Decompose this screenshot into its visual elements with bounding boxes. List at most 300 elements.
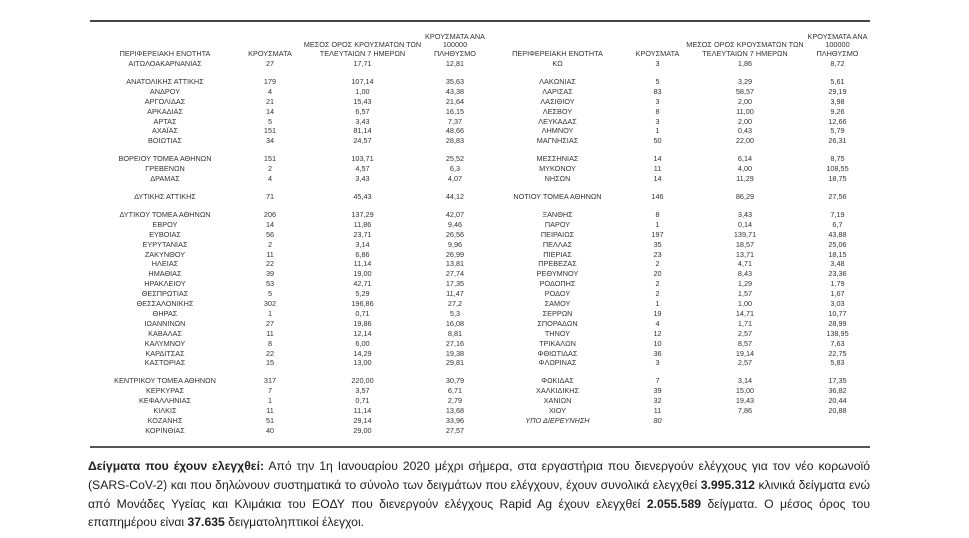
- column-header-per-100k: ΚΡΟΥΣΜΑΤΑ ΑΝΑ 100000 ΠΛΗΘΥΣΜΟ: [425, 31, 485, 58]
- cell-per-100k: 21,64: [445, 96, 465, 106]
- cell-cases: 20: [653, 269, 662, 279]
- cell-per-100k: 5,3: [449, 308, 461, 318]
- rapid-samples-count: 2.055.589: [646, 496, 702, 511]
- cell-per-100k: 11,47: [446, 289, 464, 299]
- cell-region: ΚΟΡΙΝΘΙΑΣ: [145, 425, 185, 435]
- cell-avg-7-days: 14,71: [735, 308, 755, 318]
- cell-per-100k: 25,06: [828, 239, 847, 249]
- cell-cases: 151: [263, 154, 277, 164]
- column-header-cases: ΚΡΟΥΣΜΑΤΑ: [635, 48, 680, 58]
- table-row: [90, 240, 870, 250]
- cell-per-100k: 19,38: [445, 348, 465, 358]
- cell-cases: 7: [267, 386, 273, 396]
- column-header-avg-7-days: ΜΕΣΟΣ ΟΡΟΣ ΚΡΟΥΣΜΑΤΩΝ ΤΩΝ ΤΕΛΕΥΤΑΙΩΝ 7 ΗΜΕΡΩΝ: [686, 40, 804, 58]
- cell-avg-7-days: 1,00: [737, 299, 753, 309]
- cell-per-100k: 29,19: [828, 86, 847, 96]
- cell-avg-7-days: 19,43: [735, 396, 755, 406]
- cell-avg-7-days: 2,00: [737, 116, 753, 126]
- cell-cases: 179: [263, 76, 277, 86]
- cell-region: ΣΕΡΡΩΝ: [542, 308, 573, 318]
- cell-per-100k: 7,37: [447, 116, 463, 126]
- cell-region: ΚΑΛΥΜΝΟΥ: [144, 338, 186, 348]
- cell-per-100k: 12,66: [828, 116, 847, 126]
- table-row: [90, 396, 870, 406]
- table-row: [90, 386, 870, 396]
- cell-region: ΤΡΙΚΑΛΩΝ: [539, 338, 576, 348]
- cell-avg-7-days: 1,71: [737, 318, 753, 328]
- cell-per-100k: 18,15: [828, 249, 847, 259]
- cell-region: ΗΡΑΚΛΕΙΟΥ: [144, 279, 186, 289]
- cell-avg-7-days: 0,71: [355, 396, 370, 406]
- cell-cases: 50: [653, 136, 662, 146]
- cell-avg-7-days: 1,86: [737, 59, 753, 68]
- cell-per-100k: 8,72: [830, 59, 845, 68]
- cell-avg-7-days: 8,57: [737, 338, 753, 348]
- cell-region: ΥΠΟ ΔΙΕΡΕΥΝΗΣΗ: [525, 416, 590, 425]
- samples-tested-paragraph: [88, 457, 870, 532]
- cell-region: ΚΕΡΚΥΡΑΣ: [145, 386, 185, 396]
- table-row: [90, 230, 870, 240]
- cell-avg-7-days: 3,14: [355, 239, 370, 249]
- table-row: [90, 117, 870, 127]
- table-row: [90, 299, 870, 309]
- cell-avg-7-days: 15,43: [353, 96, 372, 106]
- cell-per-100k: 48,66: [445, 126, 465, 136]
- cell-cases: 4: [267, 174, 273, 184]
- cell-region: ΦΩΚΙΔΑΣ: [541, 376, 574, 386]
- cell-cases: 206: [263, 209, 277, 219]
- cell-cases: 8: [655, 209, 660, 219]
- cell-avg-7-days: 42,71: [353, 279, 372, 289]
- cell-cases: 11: [653, 164, 662, 174]
- cell-region: ΚΑΣΤΟΡΙΑΣ: [144, 358, 186, 368]
- cell-avg-7-days: 29,14: [353, 416, 372, 425]
- cell-cases: 83: [653, 86, 662, 96]
- cell-region: ΛΗΜΝΟΥ: [541, 126, 574, 136]
- cell-region: ΔΥΤΙΚΗΣ ΑΤΤΙΚΗΣ: [134, 191, 196, 201]
- cell-per-100k: 3,48: [830, 259, 845, 269]
- cell-per-100k: 30,79: [445, 376, 465, 386]
- spacer-cell: [90, 202, 870, 210]
- cell-per-100k: 28,99: [828, 318, 847, 328]
- cell-per-100k: 44,12: [445, 191, 465, 201]
- table-row: [90, 192, 870, 202]
- column-header-region: ΠΕΡΙΦΕΡΕΙΑΚΗ ΕΝΟΤΗΤΑ: [119, 48, 211, 58]
- cell-cases: 39: [653, 386, 662, 396]
- spacer-row: [90, 202, 870, 210]
- cell-cases: 14: [653, 154, 662, 164]
- cell-region: ΤΗΝΟΥ: [544, 328, 571, 338]
- cell-region: ΕΥΒΟΙΑΣ: [149, 229, 181, 239]
- cell-region: [485, 426, 630, 436]
- cell-per-100k: 8,75: [830, 154, 845, 164]
- cell-avg-7-days: 15,00: [735, 386, 755, 396]
- cell-per-100k: 6,3: [449, 164, 461, 174]
- cell-region: ΔΥΤΙΚΟΥ ΤΟΜΕΑ ΑΘΗΝΩΝ: [119, 209, 211, 219]
- table-row: [90, 329, 870, 339]
- cell-avg-7-days: 3,43: [355, 116, 370, 126]
- cell-region: ΠΑΡΟΥ: [544, 219, 571, 229]
- column-header-region: ΠΕΡΙΦΕΡΕΙΑΚΗ ΕΝΟΤΗΤΑ: [512, 48, 603, 58]
- cell-cases: 2: [267, 239, 273, 249]
- cell-region: ΘΕΣΣΑΛΟΝΙΚΗΣ: [136, 299, 194, 309]
- cell-avg-7-days: 3,57: [355, 386, 370, 396]
- cell-cases: 34: [265, 136, 275, 146]
- cell-cases: 71: [265, 191, 275, 201]
- cell-cases: 1: [655, 126, 660, 136]
- cell-per-100k: 27,57: [445, 425, 465, 435]
- cell-region: ΞΑΝΘΗΣ: [542, 209, 573, 219]
- table-row: [90, 269, 870, 279]
- cell-avg-7-days: 14,29: [353, 348, 372, 358]
- cell-per-100k: 1,67: [830, 289, 845, 299]
- cell-avg-7-days: 3,43: [737, 209, 753, 219]
- cell-per-100k: 36,82: [828, 386, 847, 396]
- spacer-row: [90, 368, 870, 376]
- cell-avg-7-days: 8,43: [737, 269, 753, 279]
- cell-avg-7-days: 6,57: [355, 106, 370, 116]
- cell-cases: 4: [267, 86, 273, 96]
- table-row: [90, 358, 870, 368]
- cell-region: ΑΡΤΑΣ: [153, 116, 177, 126]
- cell-per-100k: 7,19: [830, 209, 845, 219]
- cell-avg-7-days: 4,00: [737, 164, 753, 174]
- cell-region: ΧΙΟΥ: [548, 406, 567, 416]
- cell-cases: 5: [267, 289, 273, 299]
- cell-per-100k: 12,81: [445, 59, 465, 68]
- cell-region: ΚΕΝΤΡΙΚΟΥ ΤΟΜΕΑ ΑΘΗΝΩΝ: [114, 376, 216, 386]
- cell-region: ΠΙΕΡΙΑΣ: [543, 249, 572, 259]
- note-text: κλινικά δείγματα ενώ από Μονάδες Υγείας και Κλιμάκια του ΕΟΔΥ που διενεργούν ελέγχους Rapid Ag έχουν ελεγχθεί: [88, 477, 870, 511]
- note-text: Από την 1η Ιανουαρίου 2020 μέχρι σήμερα, στα εργαστήρια που διενεργούν ελέγχους για τον νέο κορωνοϊό (SARS-CoV-2) και που δηλώνουν συστηματικά το σύνολο των δειγμάτων που ελέγχουν, έχουν συνολικά ελεγχθεί: [88, 459, 870, 492]
- cell-per-100k: 108,55: [826, 164, 849, 174]
- cell-region: ΧΑΝΙΩΝ: [543, 396, 572, 406]
- cell-region: ΘΕΣΠΡΩΤΙΑΣ: [141, 289, 189, 299]
- cell-cases: 39: [265, 269, 275, 279]
- cell-avg-7-days: 86,29: [735, 191, 755, 201]
- table-row: [90, 319, 870, 329]
- cell-avg-7-days: 23,71: [353, 229, 372, 239]
- cell-region: ΦΛΩΡΙΝΑΣ: [538, 358, 577, 368]
- cell-cases: 8: [655, 106, 660, 116]
- spacer-row: [90, 146, 870, 154]
- cell-avg-7-days: 29,00: [353, 425, 372, 435]
- cell-region: ΠΕΙΡΑΙΩΣ: [540, 229, 575, 239]
- cell-per-100k: 4,07: [447, 174, 463, 184]
- cell-cases: 40: [265, 425, 275, 435]
- cell-per-100k: 25,52: [445, 154, 465, 164]
- cell-cases: 27: [265, 59, 275, 68]
- cell-avg-7-days: 11,86: [353, 219, 372, 229]
- cell-avg-7-days: 13,00: [353, 358, 372, 368]
- cell-per-100k: 26,31: [828, 136, 847, 146]
- cell-avg-7-days: 3,43: [355, 174, 370, 184]
- cell-avg-7-days: 139,71: [733, 229, 757, 239]
- cell-per-100k: 10,77: [828, 308, 847, 318]
- cell-avg-7-days: 6,00: [355, 338, 370, 348]
- cell-cases: 2: [655, 259, 660, 269]
- cell-cases: 1: [655, 219, 660, 229]
- cell-region: ΛΕΣΒΟΥ: [542, 106, 573, 116]
- cell-cases: 1: [267, 308, 273, 318]
- cell-avg-7-days: 19,00: [353, 269, 372, 279]
- cell-region: ΜΑΓΝΗΣΙΑΣ: [536, 136, 579, 146]
- table-row: [90, 289, 870, 299]
- cell-cases: 21: [265, 96, 275, 106]
- cell-region: ΕΥΡΥΤΑΝΙΑΣ: [142, 239, 188, 249]
- table-row: [90, 259, 870, 269]
- cell-region: ΚΑΒΑΛΑΣ: [148, 328, 182, 338]
- cell-avg-7-days: 13,71: [735, 249, 755, 259]
- cell-per-100k: 6,7: [832, 219, 843, 229]
- column-header-avg-7-days: ΜΕΣΟΣ ΟΡΟΣ ΚΡΟΥΣΜΑΤΩΝ ΤΩΝ ΤΕΛΕΥΤΑΙΩΝ 7 ΗΜΕΡΩΝ: [303, 40, 422, 58]
- table-row: [90, 59, 870, 69]
- cell-per-100k: 22,75: [828, 348, 847, 358]
- cell-region: ΡΕΘΥΜΝΟΥ: [536, 269, 579, 279]
- table-row: [90, 426, 870, 436]
- cell-avg-7-days: 6,14: [737, 154, 753, 164]
- cell-cases: 151: [263, 126, 277, 136]
- cell-cases: 19: [653, 308, 662, 318]
- daily-average-count: 37.635: [187, 515, 225, 530]
- cell-per-100k: 20,44: [828, 396, 847, 406]
- cell-cases: 11: [653, 406, 662, 416]
- table-row: [90, 250, 870, 260]
- cell-cases: 8: [267, 338, 273, 348]
- table-row: [90, 339, 870, 349]
- cell-region: ΒΟΡΕΙΟΥ ΤΟΜΕΑ ΑΘΗΝΩΝ: [118, 154, 212, 164]
- cell-cases: 53: [265, 279, 275, 289]
- cell-cases: 14: [265, 106, 275, 116]
- cell-region: ΗΜΑΘΙΑΣ: [148, 269, 182, 279]
- table-header-row: [90, 22, 870, 59]
- table-row: [90, 406, 870, 416]
- cell-per-100k: 9,46: [447, 219, 463, 229]
- cell-avg-7-days: 103,71: [351, 154, 374, 164]
- cell-per-100k: 20,88: [828, 406, 847, 416]
- cell-avg-7-days: 0,71: [355, 308, 370, 318]
- cell-region: ΚΙΛΚΙΣ: [153, 406, 177, 416]
- cell-region: ΛΑΡΙΣΑΣ: [542, 86, 573, 96]
- cell-per-100k: 27,56: [828, 191, 847, 201]
- cell-avg-7-days: 3,14: [737, 376, 753, 386]
- cell-cases: 5: [655, 76, 660, 86]
- cell-per-100k: 33,96: [445, 416, 465, 425]
- cell-per-100k: 13,81: [445, 259, 465, 269]
- cell-per-100k: 9,26: [830, 106, 845, 116]
- spacer-cell: [90, 368, 870, 376]
- note-text: δειγματοληπτικοί έλεγχοι.: [224, 515, 365, 530]
- cell-region: ΠΕΛΛΑΣ: [542, 239, 573, 249]
- cell-avg-7-days: 4,57: [355, 164, 370, 174]
- cell-region: ΣΑΜΟΥ: [544, 299, 571, 309]
- cell-region: ΚΩ: [552, 59, 563, 68]
- cell-region: ΖΑΚΥΝΘΟΥ: [144, 249, 186, 259]
- cell-avg-7-days: 2,57: [737, 328, 753, 338]
- cell-avg-7-days: 45,43: [353, 191, 372, 201]
- cell-avg-7-days: 24,57: [353, 136, 372, 146]
- cell-avg-7-days: 58,57: [735, 86, 755, 96]
- cell-cases: 4: [655, 318, 660, 328]
- cell-per-100k: 13,68: [445, 406, 465, 416]
- cell-region: ΙΩΑΝΝΙΝΩΝ: [144, 318, 186, 328]
- table-row: [90, 210, 870, 220]
- cell-region: ΑΙΤΩΛΟΑΚΑΡΝΑΝΙΑΣ: [128, 59, 202, 68]
- cell-region: ΑΝΔΡΟΥ: [149, 86, 181, 96]
- cell-region: ΠΡΕΒΕΖΑΣ: [538, 259, 577, 269]
- cell-per-100k: [805, 426, 870, 436]
- note-text: δείγματα. Ο μέσος όρος του επαπημέρου είναι: [88, 496, 870, 530]
- cell-region: ΓΡΕΒΕΝΩΝ: [145, 164, 185, 174]
- cell-region: ΚΑΡΔΙΤΣΑΣ: [145, 348, 185, 358]
- cell-per-100k: 3,03: [830, 299, 845, 309]
- cell-cases: 2: [655, 289, 660, 299]
- cell-region: ΛΕΥΚΑΔΑΣ: [538, 116, 577, 126]
- table-row: [90, 174, 870, 184]
- cell-cases: 3: [655, 59, 660, 68]
- cell-avg-7-days: 2,57: [737, 358, 753, 368]
- cell-region: ΒΟΙΩΤΙΑΣ: [148, 136, 182, 146]
- cell-cases: 80: [653, 416, 662, 425]
- cell-region: ΑΝΑΤΟΛΙΚΗΣ ΑΤΤΙΚΗΣ: [126, 76, 204, 86]
- table-row: [90, 77, 870, 87]
- cell-cases: 1: [267, 396, 273, 406]
- cell-cases: 11: [266, 328, 274, 338]
- cell-per-100k: 7,63: [830, 338, 845, 348]
- cell-per-100k: 26,56: [445, 229, 465, 239]
- cell-per-100k: 27,16: [445, 338, 465, 348]
- cell-avg-7-days: 18,57: [735, 239, 755, 249]
- cell-per-100k: 26,99: [445, 249, 465, 259]
- cell-per-100k: 23,36: [828, 269, 847, 279]
- cell-per-100k: 6,71: [447, 386, 463, 396]
- cell-avg-7-days: 11,29: [736, 174, 754, 184]
- cell-cases: 10: [653, 338, 662, 348]
- cell-avg-7-days: 1,00: [355, 86, 370, 96]
- cell-per-100k: 27,2: [447, 299, 463, 309]
- cell-cases: 27: [265, 318, 275, 328]
- cell-per-100k: 1,79: [830, 279, 845, 289]
- cell-region: ΣΠΟΡΑΔΩΝ: [537, 318, 578, 328]
- cell-per-100k: 9,96: [447, 239, 463, 249]
- cell-per-100k: 28,83: [445, 136, 465, 146]
- cell-cases: 302: [263, 299, 277, 309]
- cell-avg-7-days: 4,71: [737, 259, 753, 269]
- cell-cases: 22: [265, 348, 275, 358]
- cell-cases: 36: [653, 348, 662, 358]
- cell-cases: 1: [655, 299, 660, 309]
- table-row: [90, 309, 870, 319]
- cell-cases: 5: [267, 116, 273, 126]
- cell-avg-7-days: 11,14: [353, 259, 372, 269]
- cell-region: ΗΛΕΙΑΣ: [151, 259, 179, 269]
- cell-per-100k: 5,61: [830, 76, 845, 86]
- cell-region: ΝΗΣΩΝ: [544, 174, 571, 184]
- cell-avg-7-days: 0,14: [737, 219, 753, 229]
- cell-per-100k: 3,98: [830, 96, 845, 106]
- cell-region: ΑΡΚΑΔΙΑΣ: [147, 106, 183, 116]
- cell-region: ΡΟΔΟΥ: [544, 289, 571, 299]
- cell-per-100k: 16,08: [445, 318, 465, 328]
- cell-region: ΧΑΛΚΙΔΙΚΗΣ: [535, 386, 580, 396]
- cell-cases: 23: [653, 249, 662, 259]
- cell-cases: 12: [653, 328, 662, 338]
- cell-per-100k: 27,74: [445, 269, 465, 279]
- cell-avg-7-days: 220,00: [351, 376, 374, 386]
- cell-cases: 11: [266, 249, 274, 259]
- cell-cases: 317: [263, 376, 277, 386]
- cell-avg-7-days: 11,14: [353, 406, 372, 416]
- cell-avg-7-days: 2,00: [737, 96, 753, 106]
- spacer-cell: [90, 69, 870, 77]
- cell-cases: 7: [655, 376, 660, 386]
- cell-region: ΜΕΣΣΗΝΙΑΣ: [536, 154, 579, 164]
- cell-avg-7-days: 81,14: [353, 126, 372, 136]
- cell-avg-7-days: 7,86: [737, 406, 753, 416]
- cell-avg-7-days: 19,14: [735, 348, 755, 358]
- cell-avg-7-days: 11,00: [736, 106, 754, 116]
- cell-avg-7-days: 12,14: [353, 328, 372, 338]
- table-bottom-rule: [90, 446, 870, 448]
- table-row: [90, 416, 870, 426]
- cell-per-100k: [805, 416, 870, 426]
- cell-per-100k: 29,81: [445, 358, 465, 368]
- cell-avg-7-days: 22,00: [735, 136, 755, 146]
- table-row: [90, 376, 870, 386]
- spacer-row: [90, 184, 870, 192]
- clinical-samples-count: 3.995.312: [700, 477, 755, 492]
- cell-cases: 14: [653, 174, 662, 184]
- cell-per-100k: 5,79: [830, 126, 845, 136]
- cell-avg-7-days: 137,29: [351, 209, 374, 219]
- table-row: [90, 279, 870, 289]
- cell-cases: 51: [265, 416, 275, 425]
- cell-avg-7-days: 1,57: [737, 289, 753, 299]
- cell-avg-7-days: 19,86: [353, 318, 372, 328]
- cell-cases: 14: [265, 219, 275, 229]
- cell-avg-7-days: 107,14: [351, 76, 374, 86]
- cell-avg-7-days: 1,29: [737, 279, 753, 289]
- cell-region: ΑΡΓΟΛΙΔΑΣ: [144, 96, 186, 106]
- spacer-cell: [90, 184, 870, 192]
- spacer-cell: [90, 146, 870, 154]
- cell-cases: 35: [653, 239, 662, 249]
- cell-region: ΘΗΡΑΣ: [152, 308, 178, 318]
- cell-region: ΚΕΦΑΛΛΗΝΙΑΣ: [139, 396, 191, 406]
- cell-cases: 22: [265, 259, 275, 269]
- cell-cases: 56: [265, 229, 275, 239]
- cell-avg-7-days: 5,29: [355, 289, 370, 299]
- cell-per-100k: 2,79: [447, 396, 463, 406]
- cell-region: ΛΑΚΩΝΙΑΣ: [539, 76, 576, 86]
- table-row: [90, 136, 870, 146]
- cases-by-region-table: [90, 20, 870, 436]
- cell-per-100k: 43,38: [445, 86, 465, 96]
- cell-region: ΜΥΚΟΝΟΥ: [539, 164, 576, 174]
- cell-avg-7-days: 6,86: [355, 249, 370, 259]
- cell-avg-7-days: [685, 416, 805, 426]
- column-header-cases: ΚΡΟΥΣΜΑΤΑ: [248, 48, 292, 58]
- cell-cases: 146: [651, 191, 664, 201]
- cell-region: ΑΧΑΪΑΣ: [151, 126, 178, 136]
- table-row: [90, 164, 870, 174]
- cell-cases: 2: [267, 164, 273, 174]
- cell-region: ΝΟΤΙΟΥ ΤΟΜΕΑ ΑΘΗΝΩΝ: [513, 191, 602, 201]
- cell-per-100k: 5,83: [830, 358, 845, 368]
- cell-per-100k: 17,35: [445, 279, 465, 289]
- cell-region: ΚΟΖΑΝΗΣ: [147, 416, 183, 425]
- cell-region: ΔΡΑΜΑΣ: [150, 174, 180, 184]
